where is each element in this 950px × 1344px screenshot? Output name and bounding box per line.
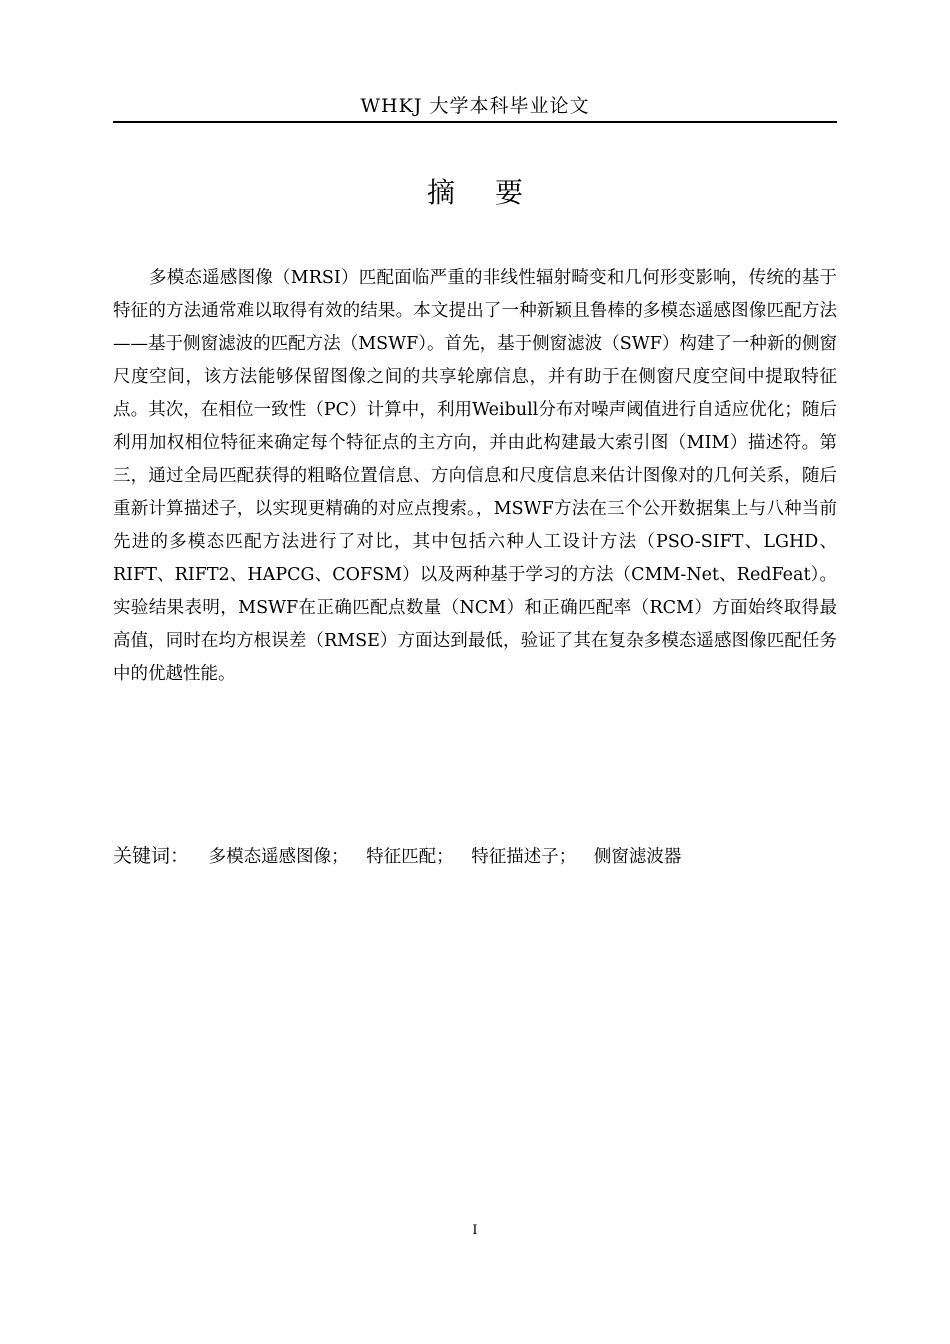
page-number: I — [472, 1223, 478, 1238]
page-header-title: WHKJ 大学本科毕业论文 — [360, 95, 590, 117]
keyword-item: 特征匹配； — [366, 847, 454, 867]
keywords-line — [113, 841, 837, 872]
header-divider — [113, 121, 837, 123]
keyword-item: 多模态遥感图像； — [208, 847, 349, 867]
keywords-label: 关键词： — [113, 845, 190, 867]
abstract-body: 多模态遥感图像（MRSI）匹配面临严重的非线性辐射畸变和几何形变影响，传统的基于特征的方法通常难以取得有效的结果。本文提出了一种新颖且鲁棒的多模态遥感图像匹配方法——基于侧窗滤波的匹配方法（MSWF）。首先，基于侧窗滤波（SWF）构建了一种新的侧窗尺度空间，该方法能够保留图像之间的共享轮廓信息，并有助于在侧窗尺度空间中提取特征点。其次，在相位一致性（PC）计算中，利用Weibull分布对噪声阈值进行自适应优化；随后利用加权相位特征来确定每个特征点的主方向，并由此构建最大索引图（MIM）描述符。第三，通过全局匹配获得的粗略位置信息、方向信息和尺度信息来估计图像对的几何关系，随后重新计算描述子，以实现更精确的对应点搜索。，MSWF方法在三个公开数据集上与八种当前先进的多模态匹配方法进行了对比，其中包括六种人工设计方法（PSO-SIFT、LGHD、RIFT、RIFT2、HAPCG、COFSM）以及两种基于学习的方法（CMM-Net、RedFeat）。实验结果表明，MSWF在正确匹配点数量（NCM）和正确匹配率（RCM）方面始终取得最高值，同时在均方根误差（RMSE）方面达到最低，验证了其在复杂多模态遥感图像匹配任务中的优越性能。 — [113, 268, 837, 684]
keyword-item: 特征描述子； — [471, 847, 577, 867]
keyword-item: 侧窗滤波器 — [593, 847, 682, 867]
abstract-title: 摘要 — [426, 176, 563, 209]
